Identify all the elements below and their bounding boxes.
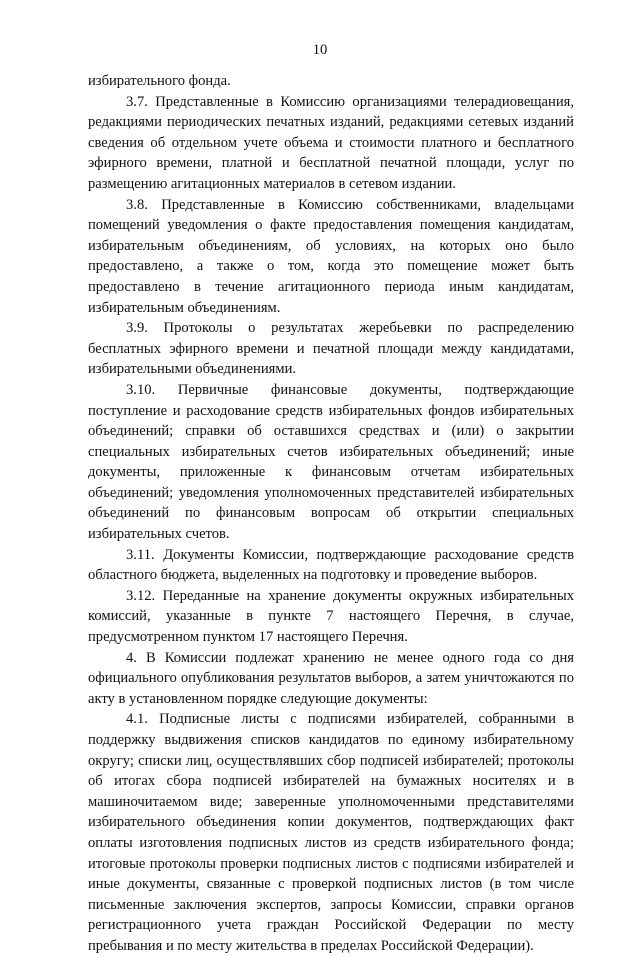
paragraph-4: 4. В Комиссии подлежат хранению не менее одного года со дня официального опубликования результатов выборов, а затем уничтожаются по акту в установленном порядке следующие документы: xyxy=(88,649,574,707)
paragraph-3-10: 3.10. Первичные финансовые документы, подтверждающие поступление и расходование средств избирательных фондов избирательных объединений; справки об оставшихся средствах и (или) о закрытии специальных избирательных счетов избирательных объединений; иные документы, приложенные к финансовым отчетам избирательных объединений; уведомления уполномоченных представителей избирательных объединений по финансовым вопросам об открытии специальных избирательных счетов. xyxy=(88,381,574,543)
paragraph-3-12: 3.12. Переданные на хранение документы окружных избирательных комиссий, указанные в пункте 7 настоящего Перечня, в случае, предусмотренном пунктом 17 настоящего Перечня. xyxy=(88,587,574,646)
paragraph-4-1: 4.1. Подписные листы с подписями избирателей, собранными в поддержку выдвижения списков кандидатов по единому избирательному округу; списки лиц, осуществлявших сбор подписей избирателей; протоколы об итогах сбора подписей избирателей на бумажных носителях и в машиночитаемом виде; заверенные уполномоченными представителями избирательного объединения копии документов, подтверждающих факт оплаты изготовления подписных листов из средств избирательного фонда; итоговые протоколы проверки подписных листов с подписями избирателей и иные документы, связанные с проверкой подписных листов (в том числе письменные заключения экспертов, запросы Комиссии, справки органов регистрационного учета граждан Российской Федерации по месту пребывания и по месту жительства в пределах Российской Федерации). xyxy=(88,711,574,954)
document-body xyxy=(88,71,574,957)
paragraph-3-7: 3.7. Представленные в Комиссию организациями телерадиовещания, редакциями периодических печатных изданий, редакциями сетевых изданий сведения об отдельном учете объема и стоимости платного и бесплатного эфирного времени, платной и бесплатной печатной площади, услуг по размещению агитационных материалов в сетевом издании. xyxy=(88,93,574,192)
paragraph-3-8: 3.8. Представленные в Комиссию собственниками, владельцами помещений уведомления о факте предоставления помещения кандидатам, избирательным объединениям, об условиях, на которых оно было предоставлено, а также о том, когда это помещение может быть предоставлено в течение агитационного периода иным кандидатам, избирательным объединениям. xyxy=(88,196,574,316)
page-number: 10 xyxy=(312,42,328,58)
paragraph-continuation: избирательного фонда. xyxy=(88,73,231,89)
paragraph-3-9: 3.9. Протоколы о результатах жеребьевки по распределению бесплатных эфирного времени и печатной площади между кандидатами, избирательными объединениями. xyxy=(88,320,574,378)
paragraph-3-11: 3.11. Документы Комиссии, подтверждающие расходование средств областного бюджета, выделенных на подготовку и проведение выборов. xyxy=(88,546,574,584)
